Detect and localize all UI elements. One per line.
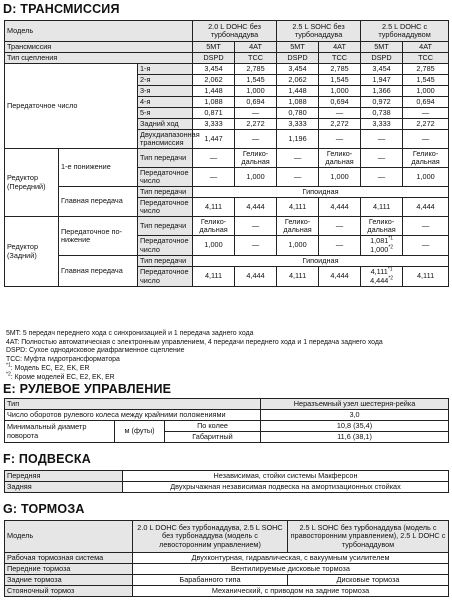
table-cell: 2,785 <box>403 64 449 75</box>
rear-main-label: Главная передача <box>59 256 138 287</box>
table-row <box>5 564 449 575</box>
suspension-rear-label: Задняя <box>5 482 123 493</box>
brakes-table <box>4 520 449 597</box>
note-text: : Кроме моделей EC, E2, EK, ER <box>10 373 115 381</box>
trans-label: Трансмиссия <box>5 42 193 53</box>
table-cell: — <box>403 236 449 256</box>
table-row <box>5 575 449 586</box>
table-cell: — <box>319 236 361 256</box>
table-row <box>5 586 449 597</box>
footnote-mark: *2 <box>388 275 394 282</box>
section-title-brakes: G: ТОРМОЗА <box>3 502 85 516</box>
table-row <box>5 21 449 42</box>
table-row <box>5 410 449 421</box>
footnote-mark: *2 <box>388 244 394 251</box>
table-cell: — <box>403 130 449 149</box>
table-cell: 3,454 <box>361 64 403 75</box>
table-cell <box>361 267 403 287</box>
table-cell: 0,694 <box>319 97 361 108</box>
table-cell: — <box>193 168 235 187</box>
table-cell: 0,871 <box>193 108 235 119</box>
engine-header: 2.5 L SOHC без турбонаддува <box>277 21 361 42</box>
table-cell: 4AT <box>235 42 277 53</box>
table-cell: Вентилируемые дисковые тормоза <box>133 564 449 575</box>
brake-model-header: 2.5 L SOHC без турбонаддува (модель с правосторонним управлением), 2.5 L DOHC с турбонаддувом <box>288 521 449 553</box>
table-cell: — <box>277 149 319 168</box>
table-cell: 1,448 <box>277 86 319 97</box>
table-cell: — <box>193 149 235 168</box>
table-cell: DSPD <box>361 53 403 64</box>
table-cell: 3,333 <box>193 119 235 130</box>
table-cell: 1,000 <box>403 168 449 187</box>
table-cell: 4,444 <box>235 198 277 217</box>
table-cell: 1,196 <box>277 130 319 149</box>
suspension-table <box>4 470 449 493</box>
table-cell: Независимая, стойки системы Макферсон <box>123 471 449 482</box>
gear-type-label: Тип передачи <box>138 149 193 168</box>
table-cell: 0,738 <box>361 108 403 119</box>
table-cell: Барабанного типа <box>133 575 288 586</box>
rear-reducer-label: Редуктор (Задний) <box>5 217 59 287</box>
table-cell: Гелико-дальная <box>277 217 319 236</box>
model-label: Модель <box>5 21 193 42</box>
table-row <box>5 64 449 75</box>
table-row <box>5 217 449 236</box>
table-cell: TCC <box>403 53 449 64</box>
ratio-label: Передаточное число <box>138 168 193 187</box>
note-text: : Модель EC, E2, EK, ER <box>10 364 90 372</box>
table-cell: 3,454 <box>193 64 235 75</box>
table-cell: Гелико-дальная <box>235 149 277 168</box>
gear-type-label: Тип передачи <box>138 256 193 267</box>
steering-type-label: Тип <box>5 399 261 410</box>
brake-model-header: 2.0 L DOHC без турбонаддува, 2.5 L SOHC без турбонаддува (модель с левосторонним управлением) <box>133 521 288 553</box>
table-row <box>5 482 449 493</box>
table-cell: 1,545 <box>235 75 277 86</box>
table-row <box>5 399 449 410</box>
table-cell: 10,8 (35,4) <box>261 421 449 432</box>
gear-ratio-label: Передаточное число <box>5 64 138 149</box>
table-cell: 5MT <box>361 42 403 53</box>
table-cell: 2,272 <box>319 119 361 130</box>
table-cell: 1,000 <box>235 86 277 97</box>
table-cell: 5MT <box>277 42 319 53</box>
table-cell: DSPD <box>277 53 319 64</box>
table-cell <box>361 236 403 256</box>
table-cell: 1,947 <box>361 75 403 86</box>
table-cell: Неразъемный узел шестерня-рейка <box>261 399 449 410</box>
table-cell: — <box>235 217 277 236</box>
table-cell: 3,333 <box>361 119 403 130</box>
table-cell: Гелико-дальная <box>193 217 235 236</box>
table-cell: 3,333 <box>277 119 319 130</box>
table-cell: 1,088 <box>193 97 235 108</box>
table-cell: 1,000 <box>277 236 319 256</box>
table-cell: 4,444 <box>235 267 277 287</box>
note: DSPD: Сухое однодисковое диафрагменное сцепление <box>6 347 185 355</box>
table-cell: 4,444 <box>403 198 449 217</box>
table-row <box>5 53 449 64</box>
table-cell: 4,111 <box>361 198 403 217</box>
table-cell: Гипоидная <box>193 256 449 267</box>
front-main-label: Главная передача <box>59 187 138 217</box>
unit-label: м (футы) <box>115 421 165 443</box>
ratio-label: Передаточное число <box>138 198 193 217</box>
table-cell: 2,785 <box>235 64 277 75</box>
table-cell: 11,6 (38,1) <box>261 432 449 443</box>
table-cell: 0,780 <box>277 108 319 119</box>
table-cell: 0,694 <box>403 97 449 108</box>
section-title-transmission: D: ТРАНСМИССИЯ <box>3 2 120 16</box>
table-cell: — <box>319 217 361 236</box>
table-cell: — <box>235 108 277 119</box>
table-cell: 4,444 <box>319 267 361 287</box>
table-cell: — <box>361 168 403 187</box>
rear-brake-label: Задние тормоза <box>5 575 133 586</box>
ratio-label: Передаточное число <box>138 267 193 287</box>
table-cell: 4AT <box>319 42 361 53</box>
transmission-table <box>4 20 449 287</box>
footnote-mark: *1 <box>6 362 11 369</box>
gear-name: Двухдиапазонная трансмиссия <box>138 130 193 149</box>
table-row <box>5 553 449 564</box>
table-cell: Гелико-дальная <box>403 149 449 168</box>
table-cell: 0,972 <box>361 97 403 108</box>
gear-name: Задний ход <box>138 119 193 130</box>
value: 4,444 <box>370 275 389 285</box>
table-cell: — <box>403 217 449 236</box>
steering-turns-label: Число оборотов рулевого колеса между крайними положениями <box>5 410 261 421</box>
footnote-mark: *1 <box>387 266 393 273</box>
table-cell: 4,111 <box>403 267 449 287</box>
table-cell: 1,000 <box>403 86 449 97</box>
table-cell: 1,000 <box>319 86 361 97</box>
table-cell: — <box>403 108 449 119</box>
table-cell: 1,000 <box>193 236 235 256</box>
table-cell: 4AT <box>403 42 449 53</box>
table-cell: 1,448 <box>193 86 235 97</box>
table-cell: 1,000 <box>319 168 361 187</box>
gear-type-label: Тип передачи <box>138 217 193 236</box>
gear-name: 4-я <box>138 97 193 108</box>
parking-brake-label: Стояночный тормоз <box>5 586 133 597</box>
value: 4,111 <box>370 267 388 277</box>
table-cell: 4,444 <box>319 198 361 217</box>
table-cell: 1,545 <box>319 75 361 86</box>
table-row <box>5 421 449 432</box>
table-cell: — <box>319 130 361 149</box>
footnote-mark: *2 <box>6 371 11 378</box>
table-cell: Механический, с приводом на задние тормоза <box>133 586 449 597</box>
value: 1,000 <box>370 244 389 254</box>
section-title-steering: E: РУЛЕВОЕ УПРАВЛЕНИЕ <box>3 382 172 396</box>
note: 4AT: Полностью автоматическая с электронным управлением, 4 передачи переднего хода и 1 передача заднего хода <box>6 338 383 346</box>
note <box>6 362 450 374</box>
steering-table <box>4 398 449 443</box>
table-cell: 2,272 <box>403 119 449 130</box>
transmission-notes <box>6 330 450 382</box>
table-cell: — <box>319 108 361 119</box>
table-cell: Гелико-дальная <box>361 217 403 236</box>
service-brake-label: Рабочая тормозная система <box>5 553 133 564</box>
table-cell: — <box>361 149 403 168</box>
table-cell: 2,062 <box>193 75 235 86</box>
table-cell: 1,000 <box>235 168 277 187</box>
table-cell: Двухконтурная, гидравлическая, с вакуумным усилителем <box>133 553 449 564</box>
table-cell: 2,062 <box>277 75 319 86</box>
note: TCC: Муфта гидротрансформатора <box>6 356 120 364</box>
table-row <box>5 521 449 553</box>
table-cell: 2,272 <box>235 119 277 130</box>
table-cell: 1,545 <box>403 75 449 86</box>
table-cell: — <box>235 130 277 149</box>
note: 5MT: 5 передач переднего хода с синхронизацией и 1 передача заднего хода <box>6 330 254 337</box>
table-cell: 4,111 <box>193 198 235 217</box>
table-cell: Габаритный <box>165 432 261 443</box>
table-cell: — <box>235 236 277 256</box>
table-cell: По колее <box>165 421 261 432</box>
gear-name: 2-я <box>138 75 193 86</box>
section-title-suspension: F: ПОДВЕСКА <box>3 452 91 466</box>
note <box>6 371 450 383</box>
table-row <box>5 42 449 53</box>
front-brake-label: Передние тормоза <box>5 564 133 575</box>
table-cell: 4,111 <box>277 267 319 287</box>
table-cell: Гелико-дальная <box>319 149 361 168</box>
table-cell: — <box>277 168 319 187</box>
gear-name: 3-я <box>138 86 193 97</box>
footnote-mark: *1 <box>388 235 394 242</box>
table-row <box>5 149 449 168</box>
table-row <box>5 471 449 482</box>
table-cell: Гипоидная <box>193 187 449 198</box>
table-cell: 1,366 <box>361 86 403 97</box>
table-cell: 2,785 <box>319 64 361 75</box>
engine-header: 2.0 L DOHC без турбонаддува <box>193 21 277 42</box>
table-cell: 3,454 <box>277 64 319 75</box>
table-cell: 3,0 <box>261 410 449 421</box>
table-cell: 0,694 <box>235 97 277 108</box>
clutch-label: Тип сцепления <box>5 53 193 64</box>
suspension-front-label: Передняя <box>5 471 123 482</box>
table-cell: TCC <box>235 53 277 64</box>
table-cell: 1,088 <box>277 97 319 108</box>
value: 1,081 <box>370 236 389 246</box>
table-cell: 1,447 <box>193 130 235 149</box>
table-cell: 4,111 <box>193 267 235 287</box>
table-cell: 4,111 <box>277 198 319 217</box>
gear-type-label: Тип передачи <box>138 187 193 198</box>
engine-header: 2.5 L DOHC с турбонаддувом <box>361 21 449 42</box>
gear-name: 1-я <box>138 64 193 75</box>
rear-lowering-label: Передаточное по-нижение <box>59 217 138 256</box>
table-cell: Двухрычажная независимая подвеска на амортизационных стойках <box>123 482 449 493</box>
table-cell: 5MT <box>193 42 235 53</box>
table-row <box>5 256 449 267</box>
gear-name: 5-я <box>138 108 193 119</box>
table-row <box>5 187 449 198</box>
table-cell: — <box>361 130 403 149</box>
table-cell: Дисковые тормоза <box>288 575 449 586</box>
front-lowering-label: 1-е понижение <box>59 149 138 187</box>
table-cell: DSPD <box>193 53 235 64</box>
brake-model-label: Модель <box>5 521 133 553</box>
table-cell: TCC <box>319 53 361 64</box>
front-reducer-label: Редуктор (Передний) <box>5 149 59 217</box>
turning-diameter-label: Минимальный диаметр поворота <box>5 421 115 443</box>
ratio-label: Передаточное число <box>138 236 193 256</box>
